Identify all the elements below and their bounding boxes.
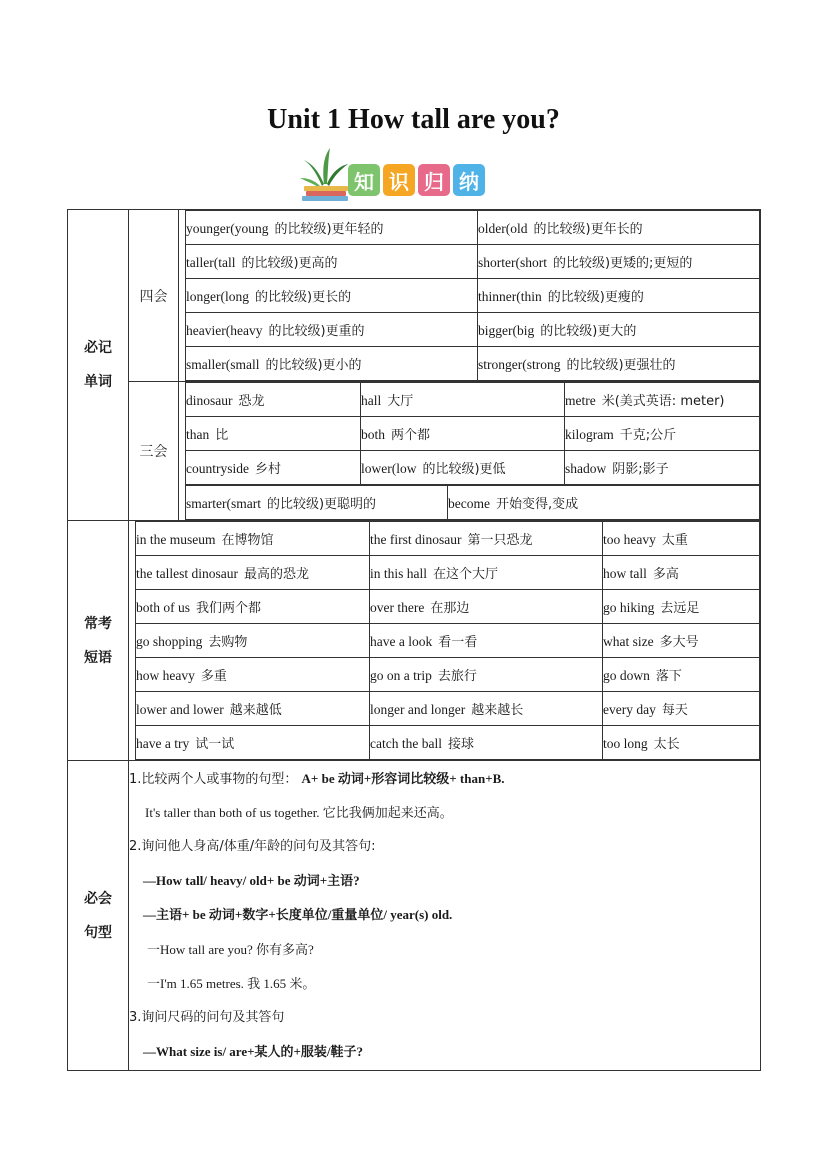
entry-row [136, 726, 760, 760]
entry [603, 726, 760, 760]
entry [370, 726, 603, 760]
entry-chinese: 的比较级)更瘦的 [547, 290, 644, 305]
entry-row [186, 417, 760, 451]
entry-english: become [448, 496, 490, 511]
entry [603, 658, 760, 692]
entry-english: longer and longer [370, 702, 466, 717]
entry-chinese: 阴影;影子 [612, 462, 669, 477]
entry-english: the first dinosaur [370, 532, 462, 547]
entry [186, 347, 478, 381]
page-title: Unit 1 How tall are you? [267, 104, 560, 135]
pattern-3-intro: 3.询问尺码的问句及其答句 [129, 1009, 285, 1025]
entry-chinese: 多大号 [659, 635, 699, 650]
three-skills-last-row [185, 485, 760, 520]
entry-chinese: 的比较级)更矮的;更短的 [552, 256, 693, 271]
entry [370, 556, 603, 590]
entry [370, 692, 603, 726]
entry-chinese: 每天 [661, 703, 688, 718]
entry-chinese: 试一试 [195, 737, 235, 752]
entry-chinese: 我们两个都 [196, 601, 262, 616]
entry [478, 279, 760, 313]
entry [361, 451, 565, 485]
label-line: 单词 [84, 374, 112, 390]
pattern-2-example-question: 一How tall are you? 你有多高? [147, 941, 314, 957]
entry-chinese: 看一看 [438, 635, 478, 650]
entry-english: how heavy [136, 668, 195, 683]
entry-english: countryside [186, 461, 249, 476]
four-skills-word-list [185, 210, 760, 381]
entry [186, 486, 448, 520]
entry [186, 279, 478, 313]
entry-english: kilogram [565, 427, 614, 442]
entry-chinese: 的比较级)更强壮的 [566, 358, 676, 373]
entry-english: shorter(short [478, 255, 547, 270]
entry-english: catch the ball [370, 736, 442, 751]
entry-english: smaller(small [186, 357, 260, 372]
entry [186, 211, 478, 245]
entry-chinese: 的比较级)更小的 [265, 358, 362, 373]
entry [186, 417, 361, 451]
sentence-patterns [129, 761, 761, 1071]
entry-chinese: 在那边 [430, 601, 470, 616]
entry-chinese: 接球 [447, 737, 474, 752]
entry-row [136, 692, 760, 726]
entry [565, 417, 760, 451]
entry-english: how tall [603, 566, 647, 581]
plant-books-icon [296, 146, 356, 202]
entry [603, 556, 760, 590]
entry [361, 417, 565, 451]
entry-chinese: 千克;公斤 [619, 428, 677, 443]
entry-row [136, 624, 760, 658]
entry [186, 383, 361, 417]
entry-chinese: 去远足 [660, 601, 700, 616]
entry-english: than [186, 427, 210, 442]
entry [136, 692, 370, 726]
entry [478, 245, 760, 279]
entry-chinese: 的比较级)更重的 [268, 324, 365, 339]
entry-row [186, 279, 760, 313]
entry-row [186, 347, 760, 381]
entry-english: too long [603, 736, 648, 751]
section-label-sentences [68, 761, 129, 1071]
label-line: 必会 [84, 890, 112, 907]
entry [136, 658, 370, 692]
entry [370, 624, 603, 658]
entry-chinese: 多重 [200, 669, 227, 684]
banner-char: 归 [418, 164, 450, 196]
entry-english: bigger(big [478, 323, 535, 338]
pattern-1-formula: A+ be 动词+形容词比较级+ than+B. [301, 770, 505, 786]
entry-english: lower(low [361, 461, 417, 476]
entry-english: too heavy [603, 532, 656, 547]
entry-chinese: 开始变得,变成 [495, 497, 579, 512]
section-label-phrases [68, 521, 129, 761]
entry-row [186, 486, 760, 520]
entry-english: dinosaur [186, 393, 233, 408]
entry-chinese: 去旅行 [437, 669, 477, 684]
entry-english: younger(young [186, 221, 269, 236]
entry-chinese: 两个都 [391, 428, 431, 443]
entry-english: stronger(strong [478, 357, 561, 372]
entry-english: hall [361, 393, 382, 408]
entry-chinese: 越来越长 [471, 703, 524, 718]
entry-english: lower and lower [136, 702, 224, 717]
entry [603, 692, 760, 726]
phrase-list [135, 521, 760, 760]
banner-char: 纳 [453, 164, 485, 196]
entry-chinese: 的比较级)更年长的 [533, 222, 643, 237]
pattern-1-intro: 1.比较两个人或事物的句型： [129, 771, 298, 787]
entry-english: longer(long [186, 289, 249, 304]
entry-chinese: 的比较级)更长的 [255, 290, 352, 305]
entry-english: go down [603, 668, 650, 683]
entry-english: every day [603, 702, 656, 717]
pattern-1-line [129, 762, 760, 796]
entry-english: go on a trip [370, 668, 432, 683]
entry-english: in the museum [136, 532, 216, 547]
entry-row [186, 313, 760, 347]
entry [136, 556, 370, 590]
entry-english: go shopping [136, 634, 203, 649]
entry-chinese: 的比较级)更年轻的 [274, 222, 384, 237]
entry-english: the tallest dinosaur [136, 566, 238, 581]
entry [370, 522, 603, 556]
label-line: 句型 [84, 924, 112, 941]
entry-chinese: 越来越低 [229, 703, 282, 718]
entry [136, 624, 370, 658]
entry-english: both of us [136, 600, 190, 615]
entry-english: have a try [136, 736, 190, 751]
entry-chinese: 大厅 [387, 394, 414, 409]
entry-chinese: 太重 [661, 533, 688, 548]
entry-row [136, 590, 760, 624]
entry-english: over there [370, 600, 425, 615]
entry [478, 347, 760, 381]
entry-chinese: 米(美式英语: meter) [601, 394, 725, 409]
entry [186, 451, 361, 485]
entry-chinese: 比 [215, 428, 229, 443]
entry-chinese: 恐龙 [238, 394, 265, 409]
entry-row [136, 658, 760, 692]
entry-chinese: 的比较级)更低 [422, 462, 506, 477]
entry [478, 211, 760, 245]
entry-english: what size [603, 634, 654, 649]
entry [565, 451, 760, 485]
entry-english: heavier(heavy [186, 323, 263, 338]
entry [603, 590, 760, 624]
pattern-2-intro: 2.询问他人身高/体重/年龄的问句及其答句: [129, 839, 376, 855]
label-line: 必记 [84, 340, 112, 356]
entry-english: go hiking [603, 600, 655, 615]
entry [478, 313, 760, 347]
entry-english: both [361, 427, 386, 442]
banner-char: 识 [383, 164, 415, 196]
entry-chinese: 太长 [653, 737, 680, 752]
label-line: 常考 [84, 615, 112, 632]
entry-row [186, 211, 760, 245]
entry [603, 522, 760, 556]
entry [565, 383, 760, 417]
entry [370, 590, 603, 624]
entry-english: thinner(thin [478, 289, 542, 304]
entry-row [186, 245, 760, 279]
entry [448, 486, 760, 520]
banner-char: 知 [348, 164, 380, 196]
section-label-words [68, 210, 129, 521]
three-skills-word-list [185, 382, 760, 485]
entry-english: older(old [478, 221, 528, 236]
entry-chinese: 的比较级)更高的 [241, 256, 338, 271]
pattern-1-example: It's taller than both of us together. 它比我俩加起来还高。 [145, 804, 453, 820]
entry-row [136, 522, 760, 556]
sublabel-four-skills: 四会 [129, 210, 179, 382]
entry-chinese: 乡村 [255, 462, 282, 477]
entry-english: taller(tall [186, 255, 236, 270]
summary-table [67, 209, 761, 1071]
entry [186, 313, 478, 347]
pattern-2-question: —How tall/ heavy/ old+ be 动词+主语? [143, 873, 360, 889]
entry [603, 624, 760, 658]
entry-chinese: 落下 [655, 669, 682, 684]
entry [136, 590, 370, 624]
entry-row [186, 451, 760, 485]
entry-chinese: 第一只恐龙 [467, 533, 533, 548]
entry-english: have a look [370, 634, 433, 649]
entry-english: metre [565, 393, 596, 408]
entry-chinese: 的比较级)更大的 [540, 324, 637, 339]
label-line: 短语 [84, 649, 112, 666]
entry-chinese: 的比较级)更聪明的 [266, 497, 377, 512]
entry-chinese: 在这个大厅 [433, 567, 499, 582]
entry-chinese: 在博物馆 [221, 533, 274, 548]
knowledge-summary-banner [296, 146, 506, 202]
pattern-2-example-answer: 一I'm 1.65 metres. 我 1.65 米。 [147, 975, 316, 991]
entry-row [186, 383, 760, 417]
entry [361, 383, 565, 417]
entry-english: in this hall [370, 566, 427, 581]
pattern-3-question: —What size is/ are+某人的+服装/鞋子? [143, 1044, 364, 1060]
entry-row [136, 556, 760, 590]
pattern-2-answer: —主语+ be 动词+数字+长度单位/重量单位/ year(s) old. [143, 907, 453, 923]
entry [186, 245, 478, 279]
entry-english: smarter(smart [186, 496, 261, 511]
entry [136, 522, 370, 556]
entry-english: shadow [565, 461, 607, 476]
entry [370, 658, 603, 692]
sublabel-three-skills: 三会 [129, 382, 179, 521]
entry-chinese: 最高的恐龙 [243, 567, 309, 582]
entry-chinese: 去购物 [208, 635, 248, 650]
entry [136, 726, 370, 760]
entry-chinese: 多高 [652, 567, 679, 582]
